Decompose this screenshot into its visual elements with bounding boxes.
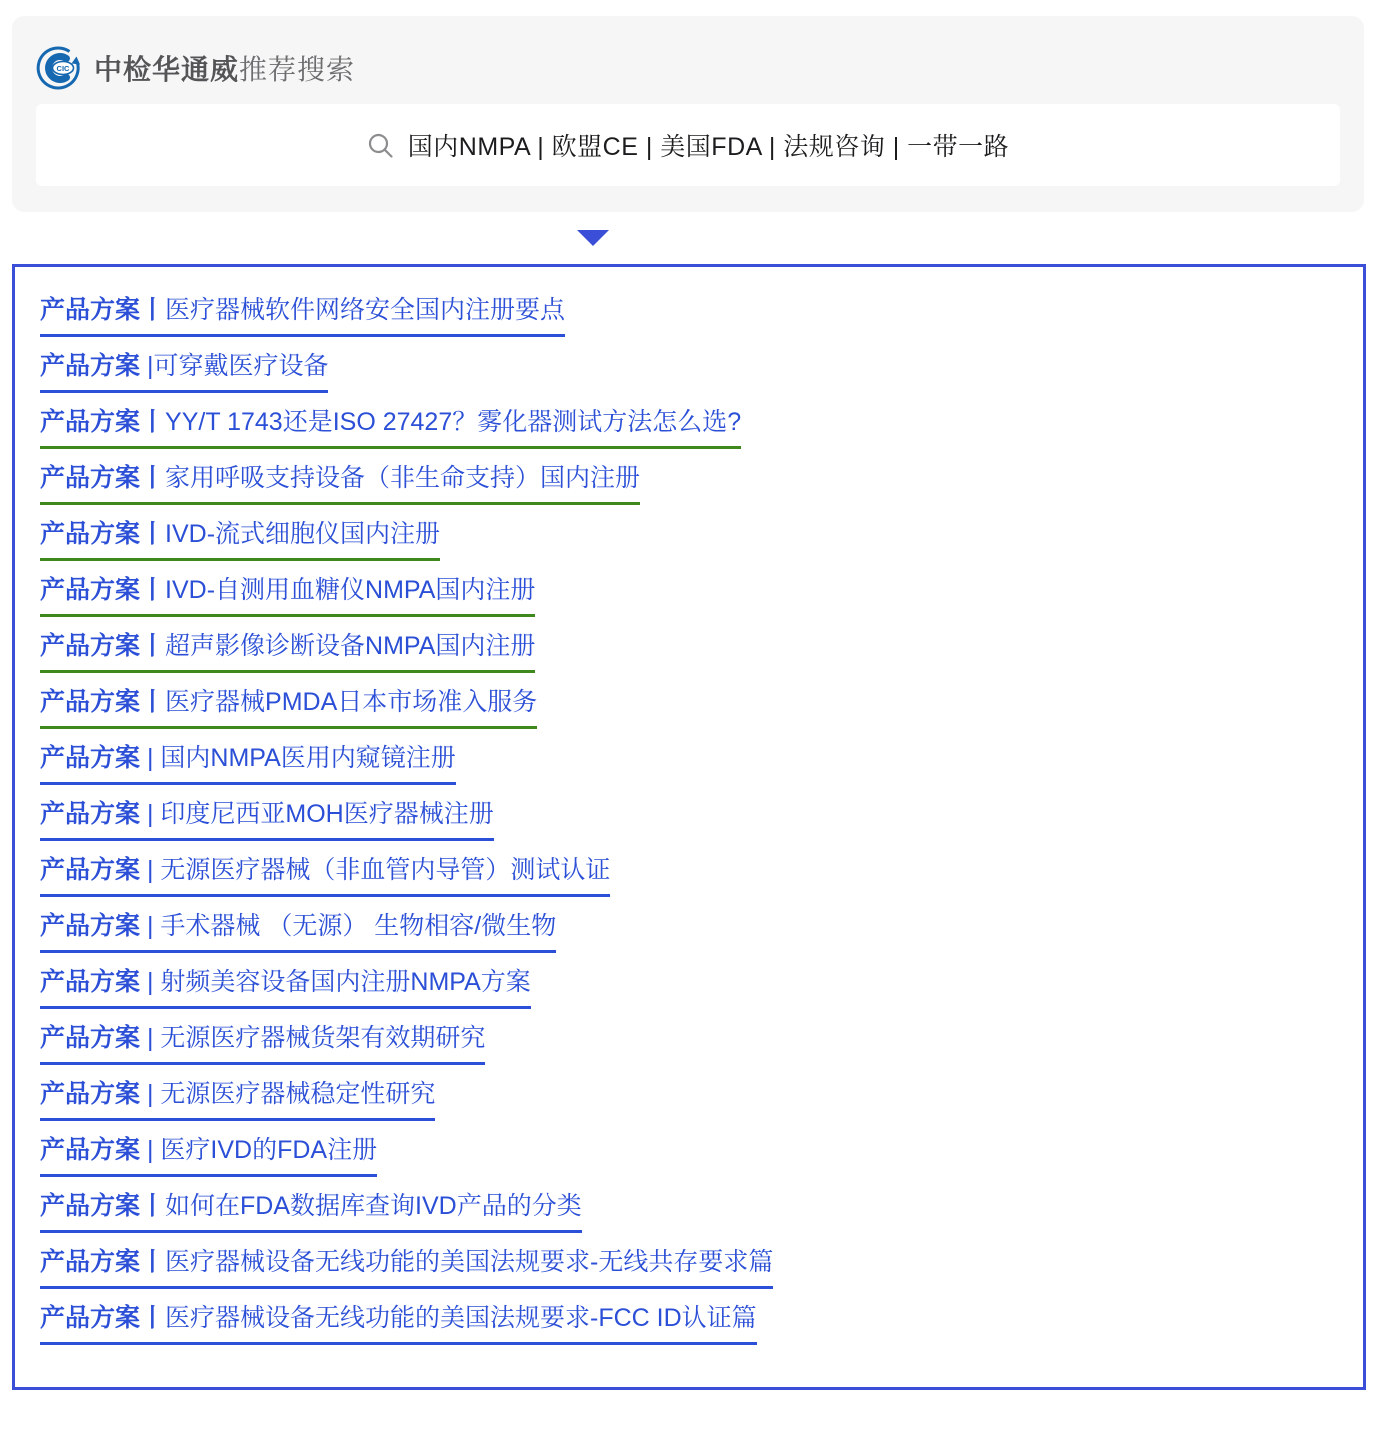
solution-link[interactable] <box>40 463 640 505</box>
solution-prefix: 产品方案 <box>40 576 141 604</box>
separator: 丨 <box>140 520 166 548</box>
solution-link[interactable] <box>40 295 565 337</box>
solution-title: 超声影像诊断设备NMPA国内注册 <box>165 632 536 660</box>
search-icon <box>367 132 394 159</box>
solution-prefix: 产品方案 <box>40 352 141 380</box>
solution-link[interactable] <box>40 407 741 449</box>
brand-title <box>94 48 355 88</box>
solution-link[interactable] <box>40 1135 377 1177</box>
separator: 丨 <box>140 464 166 492</box>
list-item <box>40 1247 1338 1289</box>
solution-link[interactable] <box>40 967 531 1009</box>
list-item <box>40 1023 1338 1065</box>
list-item <box>40 1303 1338 1345</box>
solution-prefix: 产品方案 <box>40 1080 141 1108</box>
separator: | <box>140 744 161 772</box>
solution-list <box>40 295 1338 1345</box>
solution-prefix: 产品方案 <box>40 968 141 996</box>
separator: 丨 <box>140 408 166 436</box>
solution-link[interactable] <box>40 575 535 617</box>
list-item <box>40 631 1338 673</box>
separator: | <box>140 1136 161 1164</box>
list-item <box>40 911 1338 953</box>
solution-link[interactable] <box>40 1023 485 1065</box>
solution-title: 医疗器械软件网络安全国内注册要点 <box>165 296 566 324</box>
separator: 丨 <box>140 1304 166 1332</box>
solution-prefix: 产品方案 <box>40 688 141 716</box>
solution-link[interactable] <box>40 855 610 897</box>
solution-link[interactable] <box>40 1247 773 1289</box>
brand-row <box>36 46 1340 90</box>
separator: 丨 <box>140 688 166 716</box>
search-box[interactable] <box>36 104 1340 186</box>
search-hint-text: 国内NMPA | 欧盟CE | 美国FDA | 法规咨询 | 一带一路 <box>407 133 1010 161</box>
solution-title: 印度尼西亚MOH医疗器械注册 <box>160 800 494 828</box>
solution-prefix: 产品方案 <box>40 912 141 940</box>
separator: | <box>140 800 161 828</box>
separator: 丨 <box>140 632 166 660</box>
solution-link[interactable] <box>40 1079 435 1121</box>
solution-title: 射频美容设备国内注册NMPA方案 <box>160 968 531 996</box>
solution-link[interactable] <box>40 519 440 561</box>
solution-prefix: 产品方案 <box>40 1248 141 1276</box>
solution-prefix: 产品方案 <box>40 520 141 548</box>
solution-title: 医疗IVD的FDA注册 <box>160 1136 378 1164</box>
separator: | <box>140 1024 161 1052</box>
list-item <box>40 1135 1338 1177</box>
list-item <box>40 407 1338 449</box>
solution-title: 医疗器械PMDA日本市场准入服务 <box>165 688 538 716</box>
solution-title: 如何在FDA数据库查询IVD产品的分类 <box>165 1192 582 1220</box>
solution-title: 国内NMPA医用内窥镜注册 <box>160 744 456 772</box>
solution-title: 医疗器械设备无线功能的美国法规要求-无线共存要求篇 <box>165 1248 774 1276</box>
solution-title: 家用呼吸支持设备（非生命支持）国内注册 <box>165 464 641 492</box>
solution-link[interactable] <box>40 743 456 785</box>
list-item <box>40 855 1338 897</box>
solution-link[interactable] <box>40 799 494 841</box>
separator: 丨 <box>140 576 166 604</box>
solution-prefix: 产品方案 <box>40 1192 141 1220</box>
solution-title: IVD-自测用血糖仪NMPA国内注册 <box>165 576 536 604</box>
separator: | <box>140 352 154 380</box>
separator: 丨 <box>140 1248 166 1276</box>
solution-prefix: 产品方案 <box>40 744 141 772</box>
solution-prefix: 产品方案 <box>40 632 141 660</box>
separator: | <box>140 912 161 940</box>
solution-link[interactable] <box>40 1191 582 1233</box>
solution-title: 医疗器械设备无线功能的美国法规要求-FCC ID认证篇 <box>165 1304 757 1332</box>
solution-prefix: 产品方案 <box>40 1024 141 1052</box>
list-item <box>40 295 1338 337</box>
separator: | <box>140 856 161 884</box>
list-item <box>40 519 1338 561</box>
solution-link[interactable] <box>40 1303 757 1345</box>
solution-title: YY/T 1743还是ISO 27427？雾化器测试方法怎么选? <box>165 408 742 436</box>
solution-link[interactable] <box>40 351 328 393</box>
solution-title: IVD-流式细胞仪国内注册 <box>165 520 441 548</box>
solution-link[interactable] <box>40 687 537 729</box>
solution-title: 可穿戴医疗设备 <box>153 352 329 380</box>
solution-prefix: 产品方案 <box>40 296 141 324</box>
list-item <box>40 967 1338 1009</box>
solution-prefix: 产品方案 <box>40 464 141 492</box>
solution-link[interactable] <box>40 631 535 673</box>
list-item <box>40 463 1338 505</box>
separator: 丨 <box>140 296 166 324</box>
list-item <box>40 799 1338 841</box>
list-item <box>40 1191 1338 1233</box>
solution-prefix: 产品方案 <box>40 408 141 436</box>
brand-name: 中检华通威 <box>94 54 240 85</box>
separator: 丨 <box>140 1192 166 1220</box>
ccic-logo-icon <box>36 46 80 90</box>
solution-title: 无源医疗器械（非血管内导管）测试认证 <box>160 856 611 884</box>
svg-text:CIC: CIC <box>56 64 70 73</box>
list-item <box>40 351 1338 393</box>
solution-prefix: 产品方案 <box>40 1304 141 1332</box>
solution-title: 无源医疗器械稳定性研究 <box>160 1080 436 1108</box>
solution-link[interactable] <box>40 911 556 953</box>
solution-prefix: 产品方案 <box>40 856 141 884</box>
solution-title: 手术器械 （无源） 生物相容/微生物 <box>160 912 557 940</box>
list-item <box>40 575 1338 617</box>
solution-prefix: 产品方案 <box>40 800 141 828</box>
solution-prefix: 产品方案 <box>40 1136 141 1164</box>
brand-subtitle: 推荐搜索 <box>239 54 356 85</box>
list-item <box>40 743 1338 785</box>
triangle-down-icon <box>577 230 609 246</box>
dropdown-indicator-row <box>0 212 1376 264</box>
recommendations-panel <box>12 264 1366 1390</box>
recommended-search-header <box>12 16 1364 212</box>
separator: | <box>140 968 161 996</box>
solution-title: 无源医疗器械货架有效期研究 <box>160 1024 486 1052</box>
separator: | <box>140 1080 161 1108</box>
list-item <box>40 1079 1338 1121</box>
list-item <box>40 687 1338 729</box>
